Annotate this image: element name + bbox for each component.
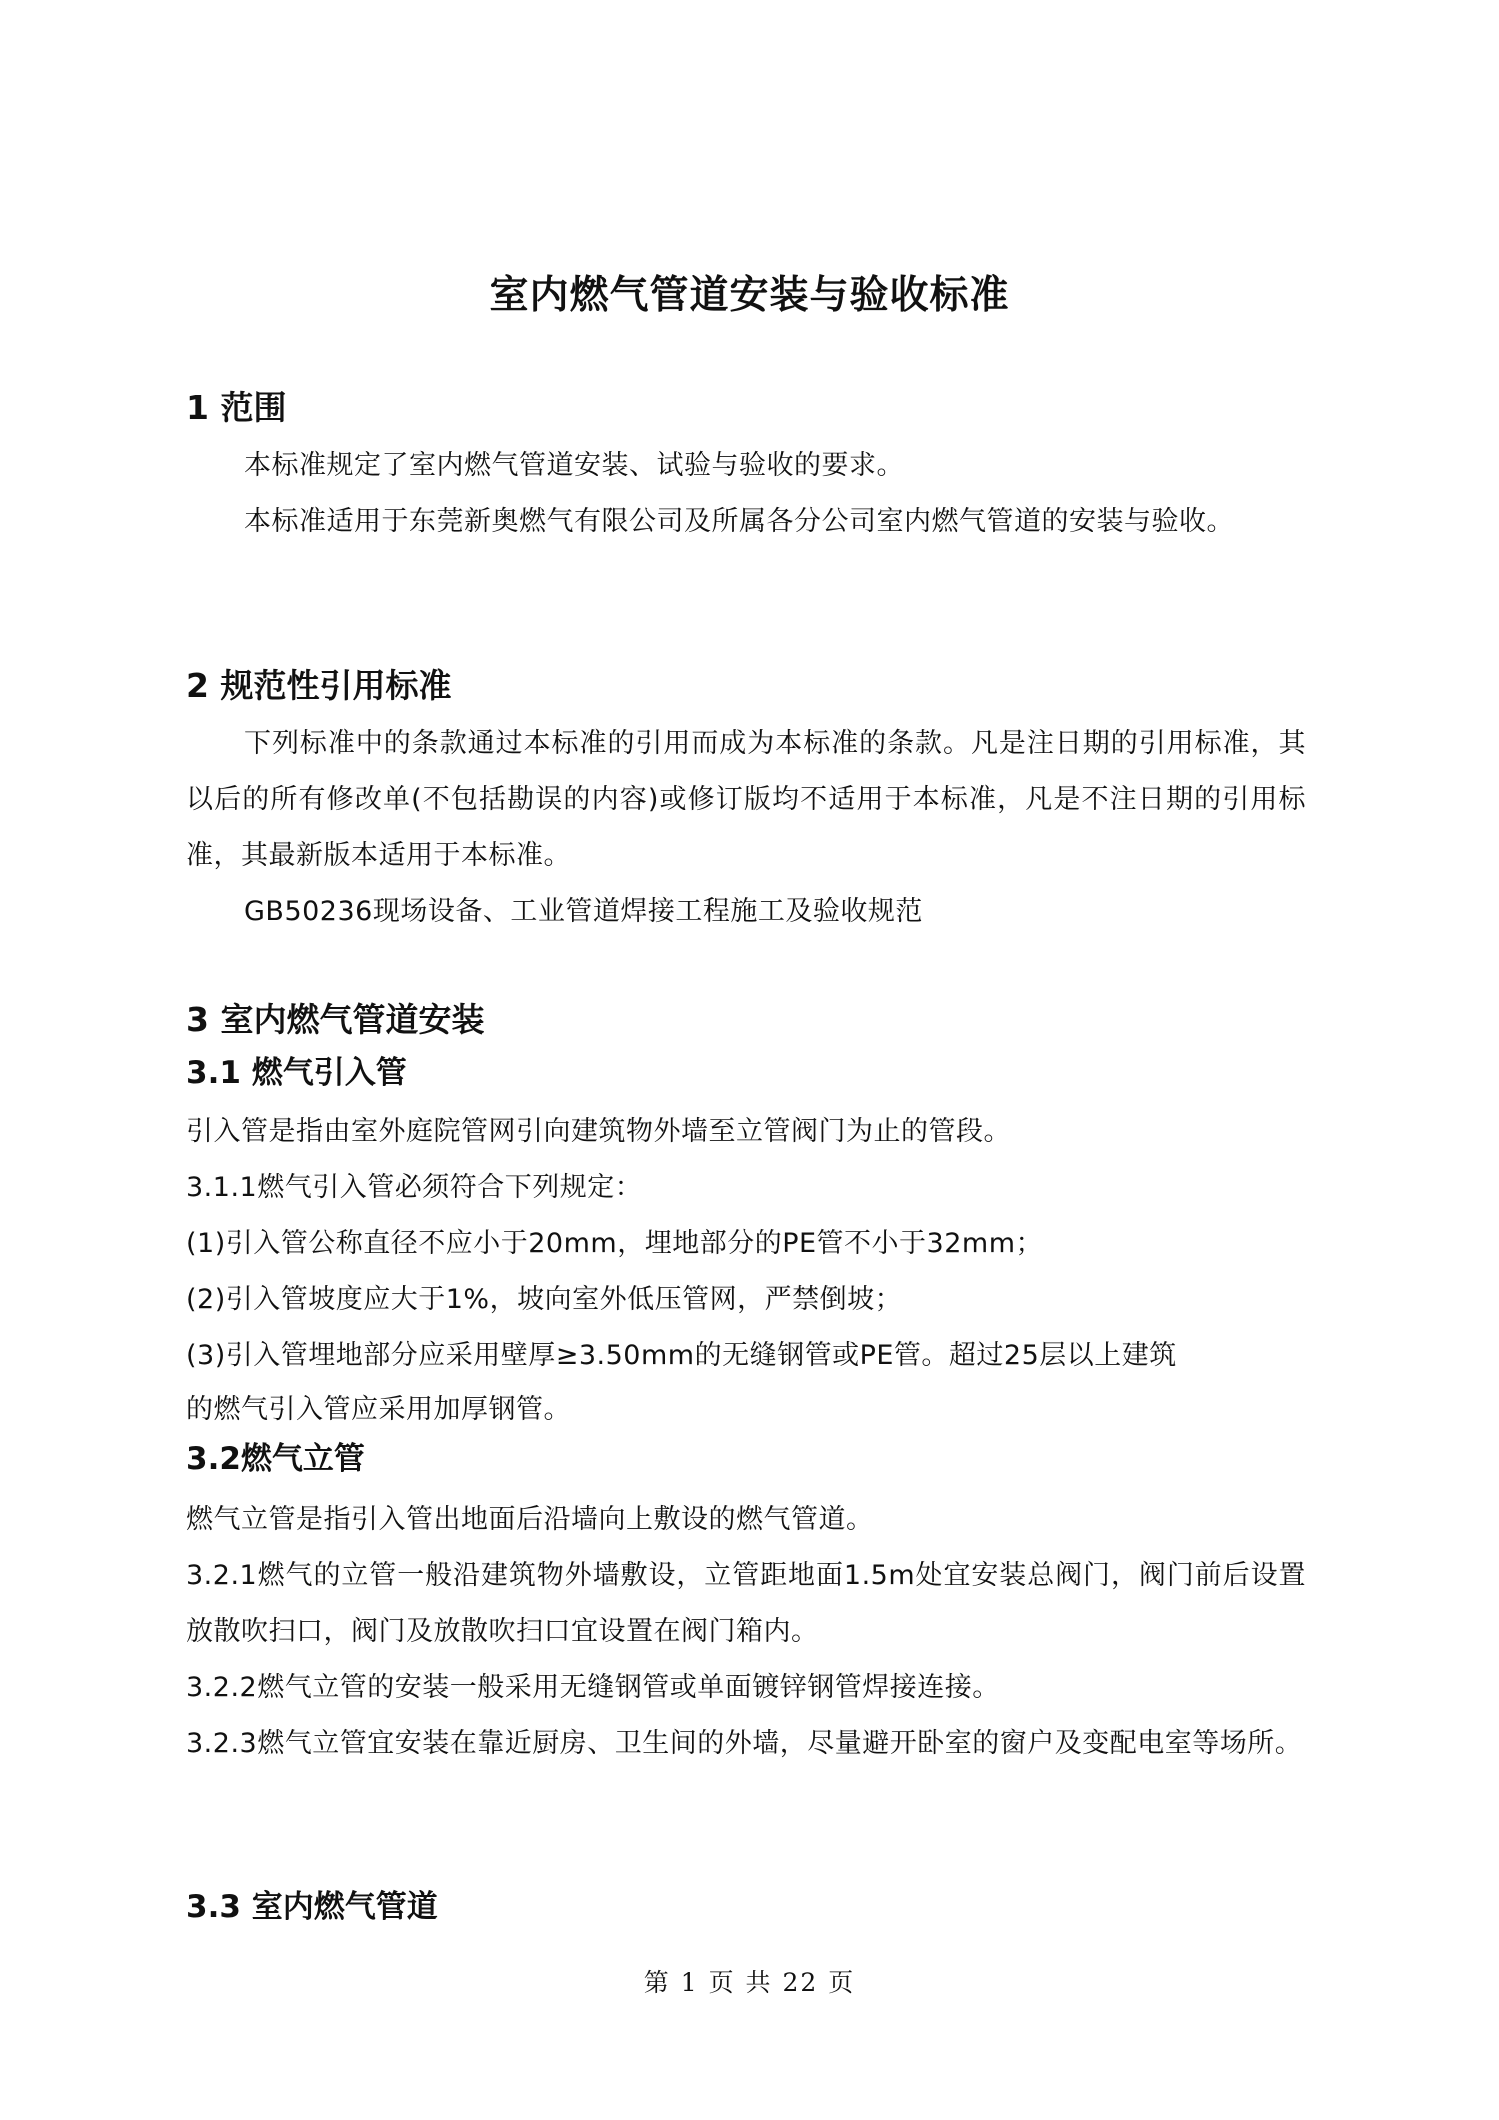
section-3-2-3-clause: 3.2.3燃气立管宜安装在靠近厨房、卫生间的外墙，尽量避开卧室的窗户及变配电室等场所。 xyxy=(186,1728,1303,1759)
section-3-2-1-clause: 3.2.1燃气的立管一般沿建筑物外墙敷设，立管距地面1.5m处宜安装总阀门，阀门前后设置放散吹扫口，阀门及放散吹扫口宜设置在阀门箱内。 xyxy=(186,1560,1306,1647)
section-3-1-paragraph-1: 引入管是指由室外庭院管网引向建筑物外墙至立管阀门为止的管段。 xyxy=(186,1116,1011,1147)
section-1-paragraph-1: 本标准规定了室内燃气管道安装、试验与验收的要求。 xyxy=(244,450,904,481)
section-2-paragraph-2: GB50236现场设备、工业管道焊接工程施工及验收规范 xyxy=(244,896,923,927)
section-2-heading: 2 规范性引用标准 xyxy=(186,666,452,705)
section-3-3-heading: 3.3 室内燃气管道 xyxy=(186,1889,438,1925)
section-2-paragraph-1: 下列标准中的条款通过本标准的引用而成为本标准的条款。凡是注日期的引用标准，其以后的所有修改单(不包括勘误的内容)或修订版均不适用于本标准，凡是不注日期的引用标准，其最新版本适用于本标准。 xyxy=(186,728,1306,871)
section-1-paragraph-2: 本标准适用于东莞新奥燃气有限公司及所属各分公司室内燃气管道的安装与验收。 xyxy=(244,506,1234,537)
section-3-1-1-item-1: (1)引入管公称直径不应小于20mm，埋地部分的PE管不小于32mm； xyxy=(186,1228,1044,1259)
section-3-2-2-clause: 3.2.2燃气立管的安装一般采用无缝钢管或单面镀锌钢管焊接连接。 xyxy=(186,1672,1000,1703)
section-3-1-1-item-3-line-2: 的燃气引入管应采用加厚钢管。 xyxy=(186,1394,571,1425)
section-3-1-1-clause: 3.1.1燃气引入管必须符合下列规定： xyxy=(186,1172,643,1203)
section-3-2-paragraph-1: 燃气立管是指引入管出地面后沿墙向上敷设的燃气管道。 xyxy=(186,1504,874,1535)
section-1-heading: 1 范围 xyxy=(186,388,287,427)
section-3-heading: 3 室内燃气管道安装 xyxy=(186,1000,485,1039)
section-3-1-1-item-2: (2)引入管坡度应大于1%，坡向室外低压管网，严禁倒坡； xyxy=(186,1284,903,1315)
section-3-1-heading: 3.1 燃气引入管 xyxy=(186,1055,407,1091)
section-3-2-heading: 3.2燃气立管 xyxy=(186,1441,365,1477)
page-footer: 第 1 页 共 22 页 xyxy=(643,1968,856,1997)
document-title: 室内燃气管道安装与验收标准 xyxy=(489,273,1010,318)
section-3-1-1-item-3-line-1: (3)引入管埋地部分应采用壁厚≥3.50mm的无缝钢管或PE管。超过25层以上建筑 xyxy=(186,1340,1177,1371)
